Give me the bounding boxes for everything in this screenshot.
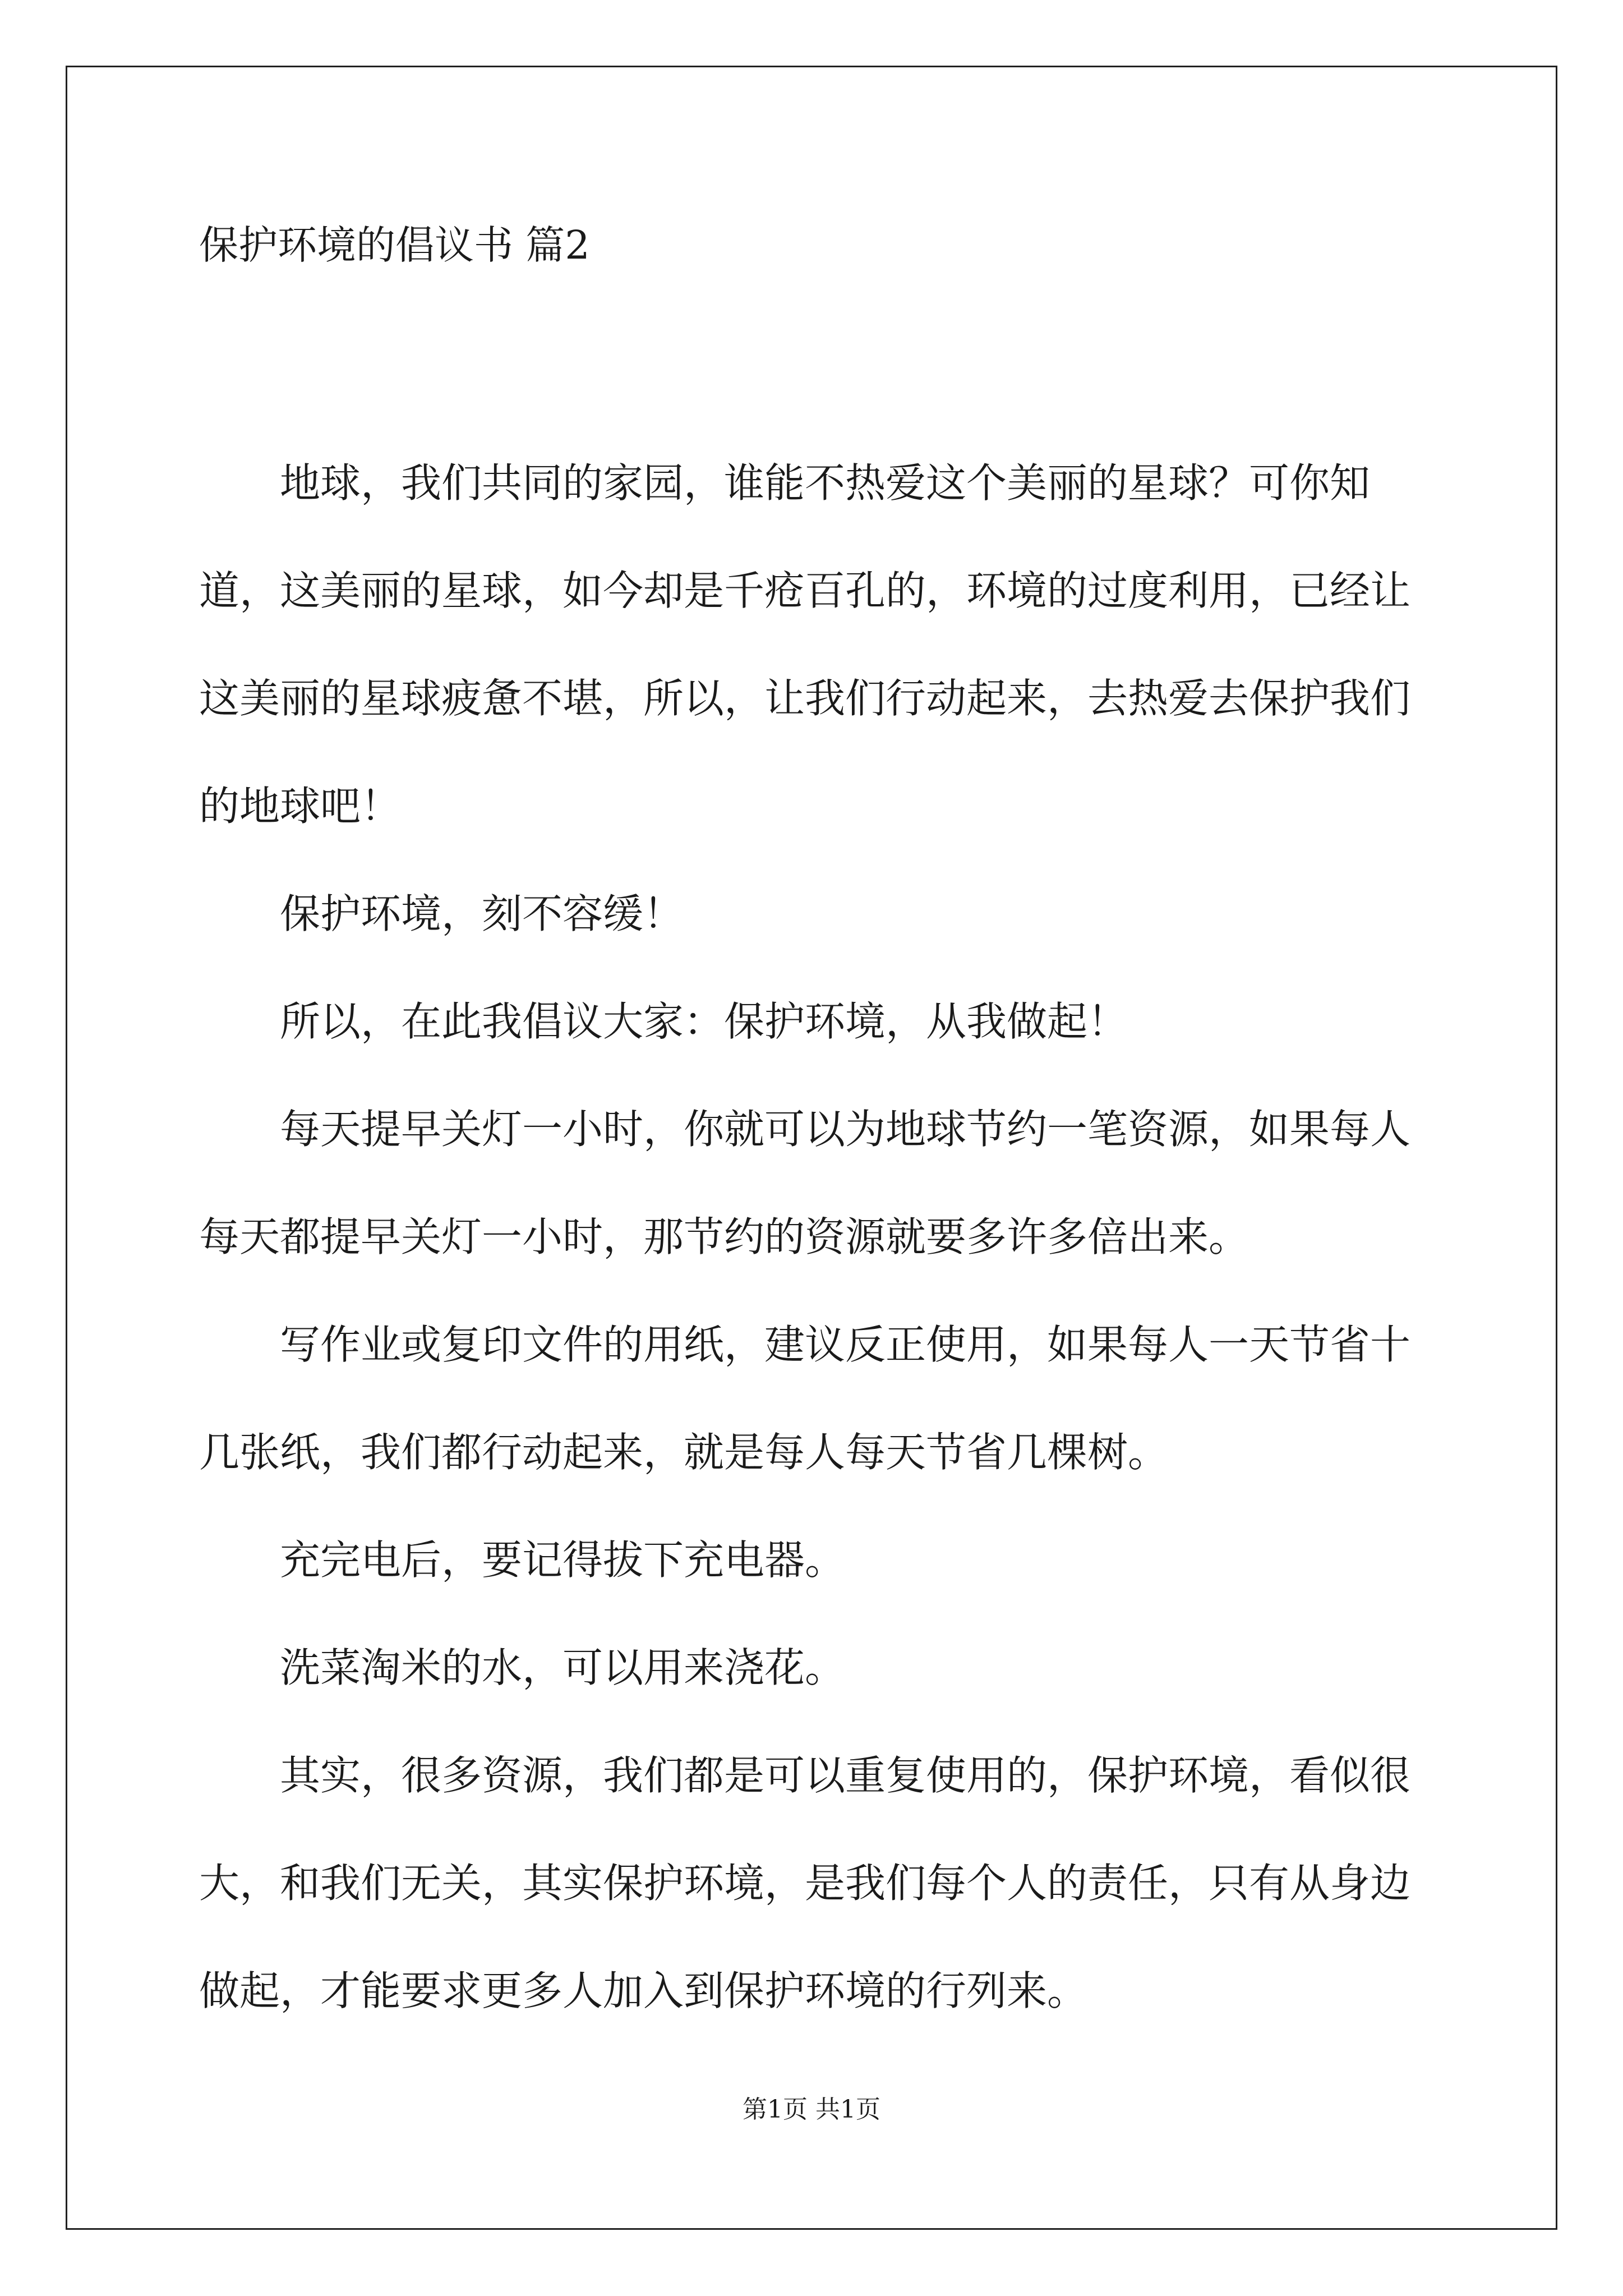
- document-title: 保护环境的倡议书 篇2: [199, 222, 590, 268]
- paragraph-conclusion: 其实，很多资源，我们都是可以重复使用的，保护环境，看似很大，和我们无关，其实保护环境，是我们每个人的责任，只有从身边做起，才能要求更多人加入到保护环境的行列来。: [199, 1752, 1411, 2014]
- document-body: [199, 429, 1444, 2045]
- paragraph-charger: 充完电后，要记得拔下充电器。: [280, 1536, 846, 1584]
- paragraph-water-reuse: 洗菜淘米的水，可以用来浇花。: [280, 1644, 846, 1691]
- page-number-footer: 第1页 共1页: [743, 2095, 880, 2124]
- paragraph-proposal: 所以，在此我倡议大家：保护环境，从我做起！: [280, 998, 1128, 1045]
- paragraph-paper-saving: 写作业或复印文件的用纸，建议反正使用，如果每人一天节省十几张纸，我们都行动起来，就是每人每天节省几棵树。: [199, 1321, 1411, 1476]
- paragraph-lights-off: 每天提早关灯一小时，你就可以为地球节约一笔资源，如果每人每天都提早关灯一小时，那节约的资源就要多许多倍出来。: [199, 1106, 1411, 1260]
- paragraph-urgent: 保护环境，刻不容缓！: [280, 890, 684, 937]
- paragraph-earth-intro: 地球，我们共同的家园，谁能不热爱这个美丽的星球？可你知道，这美丽的星球，如今却是千疮百孔的，环境的过度利用，已经让这美丽的星球疲惫不堪，所以，让我们行动起来，去热爱去保护我们的地球吧！: [199, 459, 1411, 830]
